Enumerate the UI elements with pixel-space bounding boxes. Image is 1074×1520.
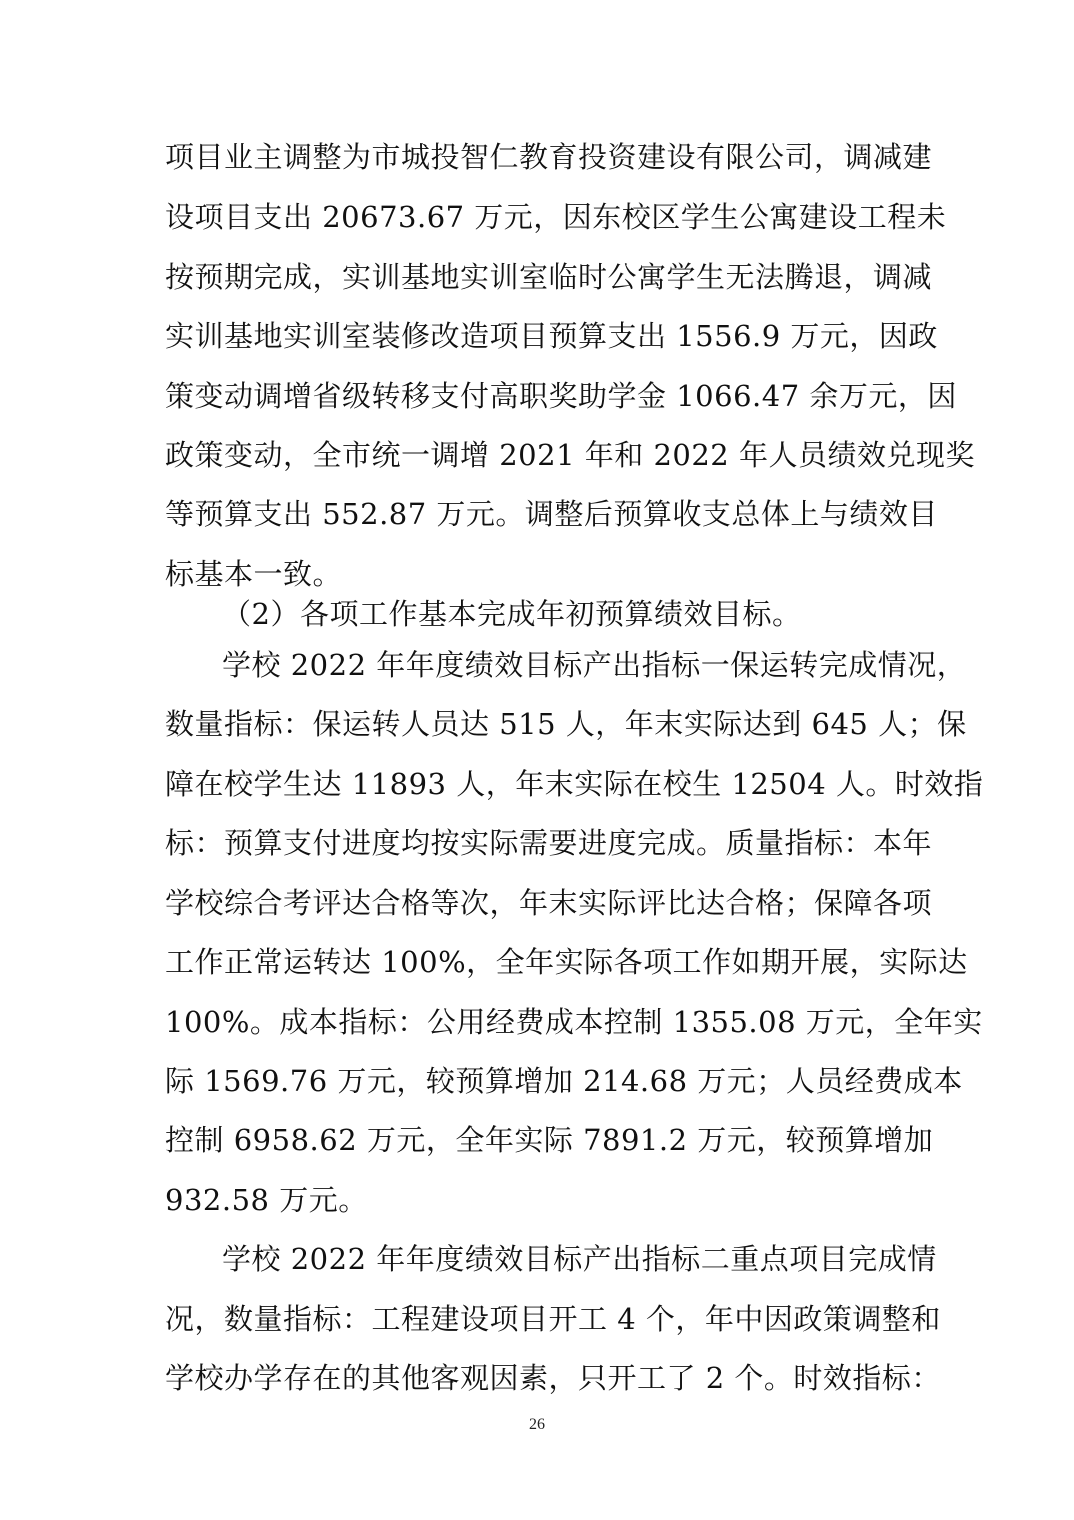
body-text-line: 按预期完成，实训基地实训室临时公寓学生无法腾退，调减	[165, 260, 933, 294]
body-text-line: 标基本一致。	[165, 557, 343, 591]
body-text-line: 学校综合考评达合格等次，年末实际评比达合格；保障各项	[165, 886, 933, 920]
body-text-line: 工作正常运转达 100%，全年实际各项工作如期开展，实际达	[165, 945, 968, 979]
body-text-line: 932.58 万元。	[165, 1183, 368, 1217]
body-text-line: 政策变动，全市统一调增 2021 年和 2022 年人员绩效兑现奖	[165, 438, 975, 472]
body-text-line: 设项目支出 20673.67 万元，因东校区学生公寓建设工程未	[165, 200, 947, 234]
body-text-line: 学校 2022 年年度绩效目标产出指标二重点项目完成情	[222, 1242, 937, 1276]
page-number: 26	[529, 1416, 545, 1433]
body-text-line: 实训基地实训室装修改造项目预算支出 1556.9 万元，因政	[165, 319, 938, 353]
body-text-line: 控制 6958.62 万元，全年实际 7891.2 万元，较预算增加	[165, 1123, 934, 1157]
body-text-line: 学校 2022 年年度绩效目标产出指标一保运转完成情况，	[222, 648, 967, 682]
body-text-line: 学校办学存在的其他客观因素，只开工了 2 个。时效指标：	[165, 1361, 941, 1395]
body-text-line: 数量指标：保运转人员达 515 人，年末实际达到 645 人；保	[165, 707, 967, 741]
body-text-line: 项目业主调整为市城投智仁教育投资建设有限公司，调减建	[165, 140, 933, 174]
body-text-line: 障在校学生达 11893 人，年末实际在校生 12504 人。时效指	[165, 767, 984, 801]
body-text-line: 况，数量指标：工程建设项目开工 4 个，年中因政策调整和	[165, 1302, 941, 1336]
body-text-line: 标：预算支付进度均按实际需要进度完成。质量指标：本年	[165, 826, 933, 860]
body-text-line: 等预算支出 552.87 万元。调整后预算收支总体上与绩效目	[165, 497, 938, 531]
body-text-line: 际 1569.76 万元，较预算增加 214.68 万元；人员经费成本	[165, 1064, 963, 1098]
section-heading: （2）各项工作基本完成年初预算绩效目标。	[222, 597, 802, 631]
body-text-line: 策变动调增省级转移支付高职奖助学金 1066.47 余万元，因	[165, 379, 957, 413]
body-text-line: 100%。成本指标：公用经费成本控制 1355.08 万元，全年实	[165, 1005, 983, 1039]
